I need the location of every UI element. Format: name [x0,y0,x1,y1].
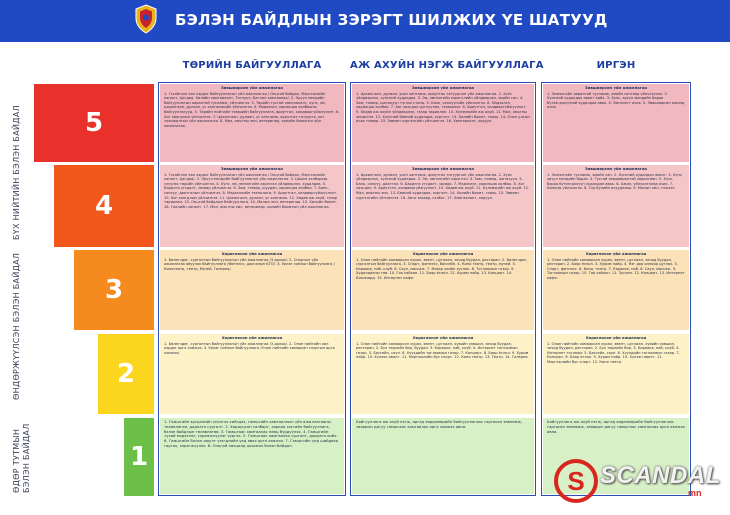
gov-level-2-cell [160,334,344,414]
cell-heading: Хориглосон үйл ажиллагаа [412,335,474,340]
biz-level-1-cell [352,418,534,494]
level-1-block: 1 [124,418,154,496]
cell-body: 1. Эмнэлгийн яаралтай тусламж, эмийн сангаар үйлчлүүлэх. 2. Хүнсний худалдан авалт хийх. 3. Хүнс, эрүүл мэндийн бараа бүтээгдэхүүний худалдаа авах. 4. Эмнэлэгт очих. 5. Зөвшөөрсөн ажилд очих. [547,91,685,110]
cell-body: 1. Олон нийтийн хамаарсан хурал, эвент, цуглаан, хувийн хэвшил, зочид буудал, ресторан. 2. Бүх төрлийн бар. 3. Караоке, паб, клуб. 4. Интернет тоглоом. 5. Бассейн, саун. 6. Хүүхдийн тоглоомын газар. 7. Концерт. 8. Баяр ёслол. 9. Хурим найр. 10. Хүлээн авалт. 11. Мэргэжлийн бус спорт. 12. Кино театр. [547,341,680,364]
level-2-block: 2 [98,334,154,414]
cell-body: 1. Олон нийтийн хамаарсан хурал, эвент, цуглаан, зочид буудал, ресторан. 2. Баяр ёслол. 3. Хурим найр. 4. Нэг дор олноор цуглах. 5. Спорт, фитнесс. 6. Кино, театр. 7. Караоке, паб. 8. Саун, массаж. 9. Тоглоомын газар. 10. Гоо сайхан. 11. Зуслан. 12. Концерт. 13. Интернет кафе. [547,257,685,280]
cell-heading: Зөвшөөрсөн үйл ажиллагаа [585,166,647,171]
cell-body: 1. Эмнэлгийн тусламж, эмийн сан. 2. Хүнсний худалдан авалт. 3. Хүнс, эрүүл мэндийн бараа. 4. Тусгай зөвшөөрөлтэй хөдөлгөөн. 5. Хүнс, бараа бүтээгдэхүүн худалдан авах. 6. Ажил, үйлчилгээнд очих. 7. Банкны үйлчилгээ. 8. Гэр бүлийн асуудлаар. 9. Малын эмч, тэжээл. [547,172,683,191]
shield-emblem-icon [134,4,158,34]
cell-body: 1. Гамшгийн эрсдэлийн үнэлгээ хийгдэх, гамшгийн хамгааллын үйл ажиллагааны төлөвлөгөө, дадлага сургалт. 2. Хариуцсан салбарт, харьяа хэсгийн байгууллага, бэлэн байдлын төлөвлөгөө. 3. Гамшгаас хамгаалах нөөц бүрдүүлэх. 4. Гамшгийн тухай мэдээлэл, сэрэмжлүүлэг хүргэх. 5. Гамшгаас хамгаалах сургалт, дадлага хийх. 6. Гамшгийн болон аюулт үзэгдлийн үед авах арга хэмжээ. 7. Гамшгийн үед шийдвэр гаргах, хэрэгжүүлэх. 8. Онцгой нөхцөлд шилжих бэлэн байдал. [164,419,339,448]
cell-heading: Хориглосон үйл ажиллагаа [412,251,474,256]
citizen-level-2-cell [543,334,689,414]
cell-heading: Зөвшөөрсөн үйл ажиллагаа [221,166,283,171]
cell-body: 1. Олон нийтийн хамаарсан хурал, эвент, цуглаан, зочид буудал, ресторан. 2. Бөлөгчдөг, сургалтын байгууллага. 3. Спорт, фитнесс, бассейн. 4. Кино театр, театр, музей. 5. Караоке, паб, клуб. 6. Саун, массаж. 7. Өсвөр үеийн зуслан. 8. Тоглоомын газар. 9. Худалдааны төв. 10. Гоо сайхан. 11. Баяр ёслол. 12. Хурим найр. 13. Концерт. 14. Биллиард. 15. Интернет кафе. [356,257,528,280]
watermark-brand: SCANDAL [600,462,721,489]
cell-body: 1. Цахилгаан, дулаан, усан хангамж, ариутгах татуургын үйл ажиллагаа. 2. Хүнс үйлдвэрлэл, хүнсний худалдаа. 3. Эм, эмнэлгийн хэрэгслийн үйлдвэрлэл, эмийн сан. 4. Зам, тээвэр, шатахуун түгээх станц. 5. Банк, санхүүгийн үйлчилгээ. 6. Мэдээлэл, харилцаа холбоо. 7. Хог хаягдал цуглуулах, тээвэрлэх. 8. Ариутгал, халдваргүйжүүлэлт. 9. Хөдөө аж ахуйн үйлдвэрлэл, газар тариалан. 10. Хүлэмжийн аж ахуй. 11. Мал, амьтны эмчилгээ. 12. Хүнсний бөөний худалдаа, хүргэлт. 13. Хилийн боомт, гааль. 14. Олон улсын ачаа тээвэр. 15. Зөвхөн хүргэлтийн үйлчилгээ. 16. Хамгаалалт, харуул. [356,91,530,124]
side-label-daily-readiness-2: БЭЛЭН БАЙДАЛ [22,423,31,493]
scandal-logo-icon [553,458,599,504]
cell-heading: Зөвшөөрсөн үйл ажиллагаа [412,166,474,171]
column-title-citizen: ИРГЭН [596,60,636,71]
page-title: БЭЛЭН БАЙДЛЫН ЗЭРЭГТ ШИЛЖИХ ҮЕ ШАТУУД [175,11,608,29]
cell-body: 1. Цахилгаан, дулаан, усан хангамж, ариутгах татуургын үйл ажиллагаа. 2. Хүнс үйлдвэрлэл, хүнсний худалдаа. 3. Эм, эмнэлгийн хэрэгсэл. 4. Зам, тээвэр, шатахуун. 5. Банк, санхүү, даатгал. 6. Барилга угсралт, засвар. 7. Мэдээлэл, харилцаа холбоо. 8. Хог хаягдал. 9. Ариутгал, халдваргүйжүүлэлт. 10. Хөдөө аж ахуй. 11. Хүлэмжийн аж ахуй. 12. Мал, амьтны эмч. 13. Бөөний худалдаа, хүргэлт. 14. Хилийн боомт, гааль. 15. Зөвхөн хүргэлтийн үйлчилгээ. 16. Авто засвар, сэлбэг. 17. Хамгаалалт, харуул. [356,172,530,200]
cell-body: 1. Бөлөгчдөг, сургалтын байгууллагын үйл ажиллагаа /3 долоо/. 2. Олон нийтийн хөл хэрдэг арга хэмжээ. 3. Урлаг соёлын байгууллага /Олон нийтийн хамарсан спортын арга хэмжээ/. [164,341,335,355]
biz-level-5-cell [352,84,534,162]
cell-body: 1. Олон нийтийн хамаарсан хурал, эвент, цуглаан, хувийн хэвшил, зочид буудал, ресторан. 2. Бүх төрлийн бар, буудал. 3. Караоке, паб, клуб. 4. Интернет тоглоомын газар. 5. Бассейн, саун. 6. Хүүхдийн тоглоомын газар. 7. Концерт. 8. Баяр ёслол. 9. Хурим найр. 10. Хүлээн авалт. 11. Мэргэжлийн бус спорт. 12. Кино театр. 13. Театр. 14. Галерея. [356,341,529,360]
cell-heading: Хориглосон үйл ажиллагаа [585,335,647,340]
side-label-daily-readiness-1: ӨДӨР ТУТМЫН [12,428,21,493]
citizen-level-4-cell [543,165,689,247]
header-bar [0,0,730,42]
gov-level-5-cell [160,84,344,162]
biz-level-4-cell [352,165,534,247]
citizen-level-3-cell [543,250,689,330]
cell-body: Байгууллага аж ахуй нэгж, иргэд хөдөлмөрийн байгууллагаас гаргасан зөвлөмж, зааврын дагуу гамшгаас хамгаалах арга хэмжээ авна. [356,419,523,429]
cell-heading: Хориглосон үйл ажиллагаа [221,335,283,340]
citizen-level-5-cell [543,84,689,162]
biz-level-2-cell [352,334,534,414]
cell-body: 1. Гэсэйгээн хөл хэрдэг байгууллагын үйл ажиллагаа / Онцгой байдал, Мэргэжлийн хяналт, Цагдаа, Хилийн хамгаалалт, Тагнуул, Батлан хамгаалах/. 2. Эрүүл мэндийн байгууллагын яаралтай тусламж, үйлчилгээ. 3. Төрийн тусгай хамгаалалт, хүнс, эм, цахилгаан, дулаан, ус хангамжийн үйлчилгээ. 4. Мэдээлэл, харилцаа холбооны байгууллагууд. 5. Төрийн нийтийн тээврийн байгууллага, ариутгал, халдваргүйжүүлэлт. 6. Хог хаягдлын үйлчилгээ. 7. Цахилгаан, дулаан, ус хангамж, ариутгах татуурга, хот тохижилтын үйл ажиллагаа. 8. Мал, амьтны эмч, ветеринар, хилийн боомтын үйл ажиллагаа. [164,91,340,128]
gov-level-1-cell [160,418,344,494]
watermark-domain: mn [688,488,702,498]
biz-level-3-cell [352,250,534,330]
gov-level-3-cell [160,250,344,330]
cell-body: 1. Гэсэйгээн хөл хэрдэг байгууллагын үйл ажиллагаа / Онцгой байдал, Мэргэжлийн хяналт, Цагдаа/. 2. Эрүүл мэндийн байгууллагын үйл ажиллагаа. 3. Цахим хэлбэрээр үзүүлэх төрийн үйлчилгээ. 4. Хүнс, эм, эмнэлгийн хэрэгсэл үйлдвэрлэл, худалдаа. 5. Барилга угсралт, засвар үйлчилгээ. 6. Зам, тээвэр, шуудан, харилцаа холбоо. 7. Банк, санхүү, даатгалын үйлчилгээ. 8. Мэдээллийн технологи. 9. Ариутгал, халдваргүйжүүлэлт. 10. Хог хаягдлын үйлчилгээ. 11. Цахилгаан, дулаан, ус хангамж. 12. Хөдөө аж ахуй, газар тариалан. 13. Онцгой байдлын байгууллага. 14. Малын эмч, ветеринар. 15. Хилийн боомт. 16. Гаалийн хяналт. 17. Мал, амьтны эмч, ветеринар, хилийн боомтын үйл ажиллагаа. [164,172,338,209]
cell-heading: Хориглосон үйл ажиллагаа [585,251,647,256]
side-label-full-readiness: БҮХ НИЙТИЙН БЭЛЭН БАЙДАЛ [12,105,21,240]
cell-heading: Хориглосон үйл ажиллагаа [221,251,283,256]
level-5-block: 5 [34,84,154,162]
cell-body: 1. Бөлөгчдөг, сургалтын байгууллагын үйл ажиллагаа /3 долоо/. 2. Спортын үйл ажиллагаа явуулах байгууллага /Фитнесс, дасгалын БТО/. 3. Урлаг соёлын байгууллага /Кинотеатр, театр, Музей, Галерея/. [164,257,335,271]
logo-letter: S [567,466,585,496]
column-title-business: АЖ АХУЙН НЭГЖ БАЙГУУЛЛАГА [350,60,544,71]
level-3-block: 3 [74,250,154,330]
cell-body: Байгууллага аж ахуй нэгж, иргэд хөдөлмөрийн байгууллагаас гаргасан зөвлөмж, зааврын дагуу гамшгаас хамгаалах арга хэмжээ авна. [547,419,685,434]
side-label-high-readiness: ӨНДӨРЖҮҮЛСЭН БЭЛЭН БАЙДАЛ [12,252,21,400]
gov-level-4-cell [160,165,344,247]
level-4-block: 4 [54,165,154,247]
cell-heading: Зөвшөөрсөн үйл ажиллагаа [221,85,283,90]
cell-heading: Зөвшөөрсөн үйл ажиллагаа [412,85,474,90]
cell-heading: Зөвшөөрсөн үйл ажиллагаа [585,85,647,90]
column-title-government: ТӨРИЙН БАЙГУУЛЛАГА [182,60,322,71]
